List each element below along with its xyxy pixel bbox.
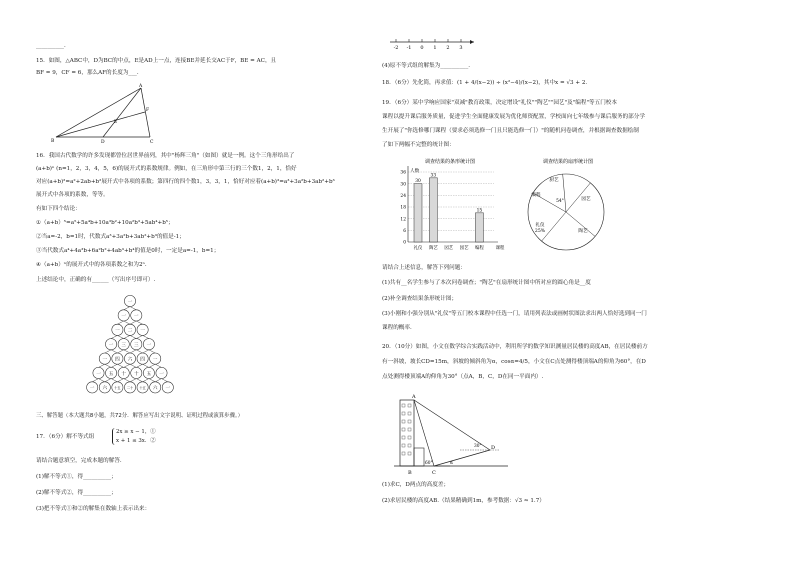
q16-line4: 展开式中各项的系数，等等。 [36, 192, 109, 198]
q15-triangle-figure [46, 82, 156, 144]
pie-chart-slice-label: 园艺 [581, 197, 591, 202]
q19-part4: 课程的概率. [382, 325, 412, 331]
q16-line1: 16．我国古代数学的许多发现都曾位居世界前列，其中"杨辉三角"（如图）就是一例。这个三角形给出了 [36, 153, 295, 159]
q18: 18．（6分）先化简，再求值：(1 + 4/(x−2)) ÷ (x²−4)/(x−2)，其中x = √3 + 2． [382, 80, 591, 86]
pie-chart-slice-label: 陶艺 [578, 229, 588, 234]
pie-chart-slice-label: 礼仪 [535, 223, 545, 228]
bar-chart-ytick: 18 [400, 205, 406, 211]
bar-chart-xlabel: 课程 [495, 246, 505, 251]
number-line-tick-label: -2 [393, 45, 399, 51]
triangle-node-label: 一 [89, 386, 95, 392]
triangle-node-label: 六 [127, 357, 133, 363]
triangle-node-label: 一 [159, 371, 164, 377]
triangle-node-label: 四 [115, 357, 120, 363]
q17-head: 17．（6分）解不等式组 [36, 434, 95, 440]
bar-chart-bar [429, 178, 437, 242]
q20-part1: (1)求C，D两点的高度差； [382, 482, 450, 488]
triangle-node-label: 十五 [139, 386, 146, 391]
triangle-node-label: 十 [121, 371, 127, 377]
bar-chart-ytick: 12 [400, 217, 406, 223]
yanghui-triangle-figure [50, 293, 210, 401]
q17-part4: (4)原不等式组的解集为__________. [382, 63, 471, 69]
q19-after: 请结合上述信息，解答下列问题： [382, 265, 466, 271]
triangle-node-label: 二十 [126, 386, 134, 391]
triangle-node-label: 一 [165, 386, 171, 392]
q17-part3: (3)把不等式①和②的解集在数轴上表示出来： [36, 506, 151, 512]
q17-ineq1: 2x ≥ x − 1，① [116, 429, 156, 435]
q17-ineq2: x + 1 ≤ 3x．② [116, 438, 156, 444]
q17-instruction: 请结合题意填空，完成本题的解答. [36, 458, 122, 464]
fig20-angle-alpha: α [450, 461, 453, 466]
q20-line2: 有一斜坡，坡长CD=15m，斜坡的倾斜角为α，cosα=4/5，小文在C点处测得楼顶端A的仰角为60°，在D [382, 359, 646, 365]
number-line-tick-label: 1 [433, 45, 437, 51]
q19-part3: (3)小刚和小强分别从"礼仪"等五门校本课程中任选一门，请用列表法或画树状图法求出两人恰好选到同一门 [382, 311, 647, 317]
number-line [388, 36, 478, 52]
bar-chart-ytick: 24 [400, 193, 406, 199]
q16-conclusion-4: ④（a+b）ⁿ的展开式中的各项系数之和为2ⁿ. [36, 262, 147, 268]
triangle-node-label: 一 [140, 328, 145, 334]
triangle-node-label: 四 [140, 357, 145, 363]
triangle-node-label: 一 [96, 371, 101, 377]
triangle-node-label: 五 [146, 371, 152, 377]
fig20-label-c: C [432, 470, 436, 476]
section3-heading: 三、解答题（本大题共8小题，共72分．解答应写出文字说明、证明过程或演算步骤。） [36, 413, 244, 419]
bar-chart-category-label: 陶艺 [428, 246, 438, 251]
q20-building-figure [390, 392, 508, 476]
bar-chart-ytick: 0 [403, 240, 406, 246]
q20-line3: 点处测得楼顶端A的仰角为30°（点A，B，C，D在同一平面内）. [382, 374, 544, 380]
triangle-node-label: 一 [108, 343, 114, 348]
fig15-label-c: C [150, 140, 154, 144]
q16-line5: 有如下四个结论： [36, 206, 81, 212]
bar-chart-category-label: 礼仪 [413, 246, 423, 251]
number-line-tick-label: 0 [420, 45, 424, 51]
fig20-angle-30: 30° [474, 444, 482, 449]
bar-chart-category-label: 园艺 [459, 246, 469, 251]
fig15-label-b: B [51, 139, 55, 144]
q20-part2: (2)求居民楼的高度AB.（结果精确到1m，参考数据：√3 ≈ 1.7） [382, 498, 545, 504]
bar-chart-value-label: 30 [415, 179, 421, 185]
triangle-node-label: 六 [102, 386, 108, 392]
pie-chart-slice-label: 编程 [531, 193, 541, 198]
triangle-node-label: 一 [115, 328, 120, 334]
fig15-label-d: D [101, 140, 105, 144]
bar-chart [390, 156, 508, 258]
bar-chart-category-label: 园艺 [444, 246, 454, 251]
triangle-node-label: 五 [108, 371, 114, 377]
bar-chart-bar [475, 213, 483, 242]
number-line-tick-label: -1 [406, 45, 412, 51]
bar-chart-ytick: 30 [400, 182, 406, 188]
q15-line1: 15．如图，△ABC中，D为BC的中点，E是AD上一点，连接BE并延长交AC于F，BE = AC，且 [36, 58, 277, 64]
triangle-node-label: 一 [127, 299, 133, 305]
fig20-label-d: D [491, 445, 496, 451]
q16-ask: 上述结论中，正确的有______（写出序号即可）. [36, 277, 156, 283]
bar-chart-value-label: 15 [476, 208, 483, 214]
bar-chart-ytick: 6 [403, 228, 406, 234]
triangle-node-label: 一 [102, 357, 108, 363]
triangle-node-label: 一 [133, 314, 139, 320]
fig15-label-a: A [139, 84, 143, 89]
fig20-label-b: B [408, 470, 412, 476]
triangle-node-label: 三 [133, 343, 139, 348]
triangle-node-label: 一 [152, 357, 158, 363]
fig20-label-a: A [412, 394, 416, 400]
q17-brace [112, 428, 116, 445]
pie-chart-title: 调查结果的扇形统计图 [542, 159, 594, 165]
q19-line1: 19．（6分）某中学响应国家"双减"教育政策，决定增设"礼仪""陶艺""园艺"及"编程"等五门校本 [382, 100, 617, 106]
pie-chart-annotation: 25% [534, 229, 546, 234]
triangle-node-label: 一 [121, 314, 127, 320]
pie-chart-slice-label: 厨艺 [549, 178, 559, 183]
q16-line3: 对应(a+b)²=a²+2ab+b²展开式中各项的系数；第四行的四个数1，3，3，1，恰好对应着(a+b)³=a³+3a²b+3ab²+b³ [36, 179, 335, 185]
q17-part2: (2)解不等式②，得__________； [36, 490, 117, 496]
bar-chart-title: 调查结果的条形统计图 [424, 159, 476, 165]
pie-chart-annotation: 54° [556, 199, 564, 204]
q15-line2: BF = 9，CF = 6，那么AF的长度为___. [36, 70, 139, 76]
bar-chart-category-label: 编程 [475, 246, 484, 251]
q16-line2: (a+b)ⁿ (n=1，2，3，4，5，6)的展开式的系数规律。例如，在三角形中第三行的三个数1，2，1，恰好 [36, 166, 297, 172]
q16-conclusion-2: ②当a=-2，b=1时，代数式a³+3a²b+3ab²+b³的值是-1； [36, 234, 185, 240]
q16-conclusion-3: ③当代数式a⁴+4a³b+6a²b²+4ab³+b⁴的值是0时，一定是a=-1，b=1； [36, 248, 220, 254]
q19-part1: (1)共有__名学生参与了本次问卷调查；"陶艺"在扇形统计图中所对应的圆心角是__度 [382, 280, 591, 286]
triangle-node-label: 二 [127, 328, 133, 334]
pie-chart [510, 156, 630, 258]
q20-line1: 20．（10分）如图，小文在数学综合实践活动中，利用所学的数学知识测量居民楼的高度AB，在居民楼前方 [382, 344, 648, 350]
q14-answer-blank: __________. [36, 43, 66, 49]
number-line-tick-label: 3 [459, 45, 463, 51]
q19-line2: 课程以提升课后服务质量，促进学生全面健康发展为优化师资配置，学校面向七年级参与课后服务的部分学 [382, 114, 645, 120]
q17-part1: (1)解不等式①，得__________； [36, 474, 117, 480]
bar-chart-ylabel: 人数 [410, 169, 420, 174]
bar-chart-value-label: 33 [430, 173, 437, 179]
fig20-angle-60: 60° [425, 461, 433, 466]
triangle-node-label: 十五 [114, 386, 121, 391]
fig15-label-e: E [114, 120, 118, 125]
triangle-node-label: 一 [146, 343, 152, 348]
triangle-node-label: 十 [133, 371, 139, 377]
number-line-tick-label: 2 [446, 45, 450, 51]
q19-line4: 了如下两幅不完整的统计图： [382, 142, 455, 148]
bar-chart-ytick: 36 [400, 170, 406, 176]
q19-part2: (2)补全调查结果条形统计图； [382, 296, 458, 302]
fig15-label-f: F [146, 108, 150, 113]
triangle-node-label: 三 [121, 343, 127, 348]
triangle-node-label: 六 [152, 386, 158, 392]
q19-line3: 生开展了"你选修哪门课程（要求必须选修一门且只能选修一门）"的随机问卷调查，并根据调查数据绘制 [382, 128, 639, 134]
q16-conclusion-1: ①（a+b）⁵=a⁵+5a⁴b+10a³b²+10a²b³+5ab⁴+b⁵； [36, 220, 174, 226]
bar-chart-bar [414, 184, 422, 242]
